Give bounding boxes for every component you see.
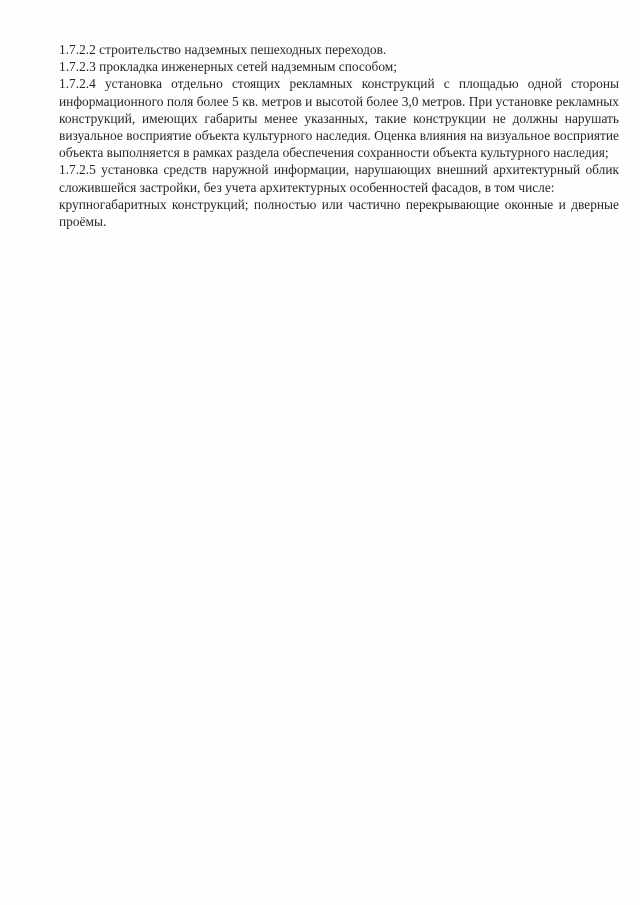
document-body [59,41,619,230]
paragraph-1-7-2-3: 1.7.2.3 прокладка инженерных сетей надземным способом; [59,59,397,75]
paragraph-1-7-2-5: 1.7.2.5 установка средств наружной информации, нарушающих внешний архитектурный облик сложившейся застройки, без учета архитектурных особенностей фасадов, в том числе: [59,162,619,195]
paragraph-large-constructions: крупногабаритных конструкций; полностью или частично перекрывающие оконные и дверные проёмы. [59,196,619,230]
paragraph-1-7-2-2: 1.7.2.2 строительство надземных пешеходных переходов. [59,42,387,57]
paragraph-1-7-2-4: 1.7.2.4 установка отдельно стоящих рекламных конструкций с площадью одной стороны информационного поля более 5 кв. метров и высотой более 3,0 метров. При установке рекламных конструкций, имеющих габариты менее указанных, такие конструкции не должны нарушать визуальное восприятие объекта культурного наследия. Оценка влияния на визуальное восприятие объекта выполняется в рамках раздела обеспечения сохранности объекта культурного наследия; [59,76,619,161]
